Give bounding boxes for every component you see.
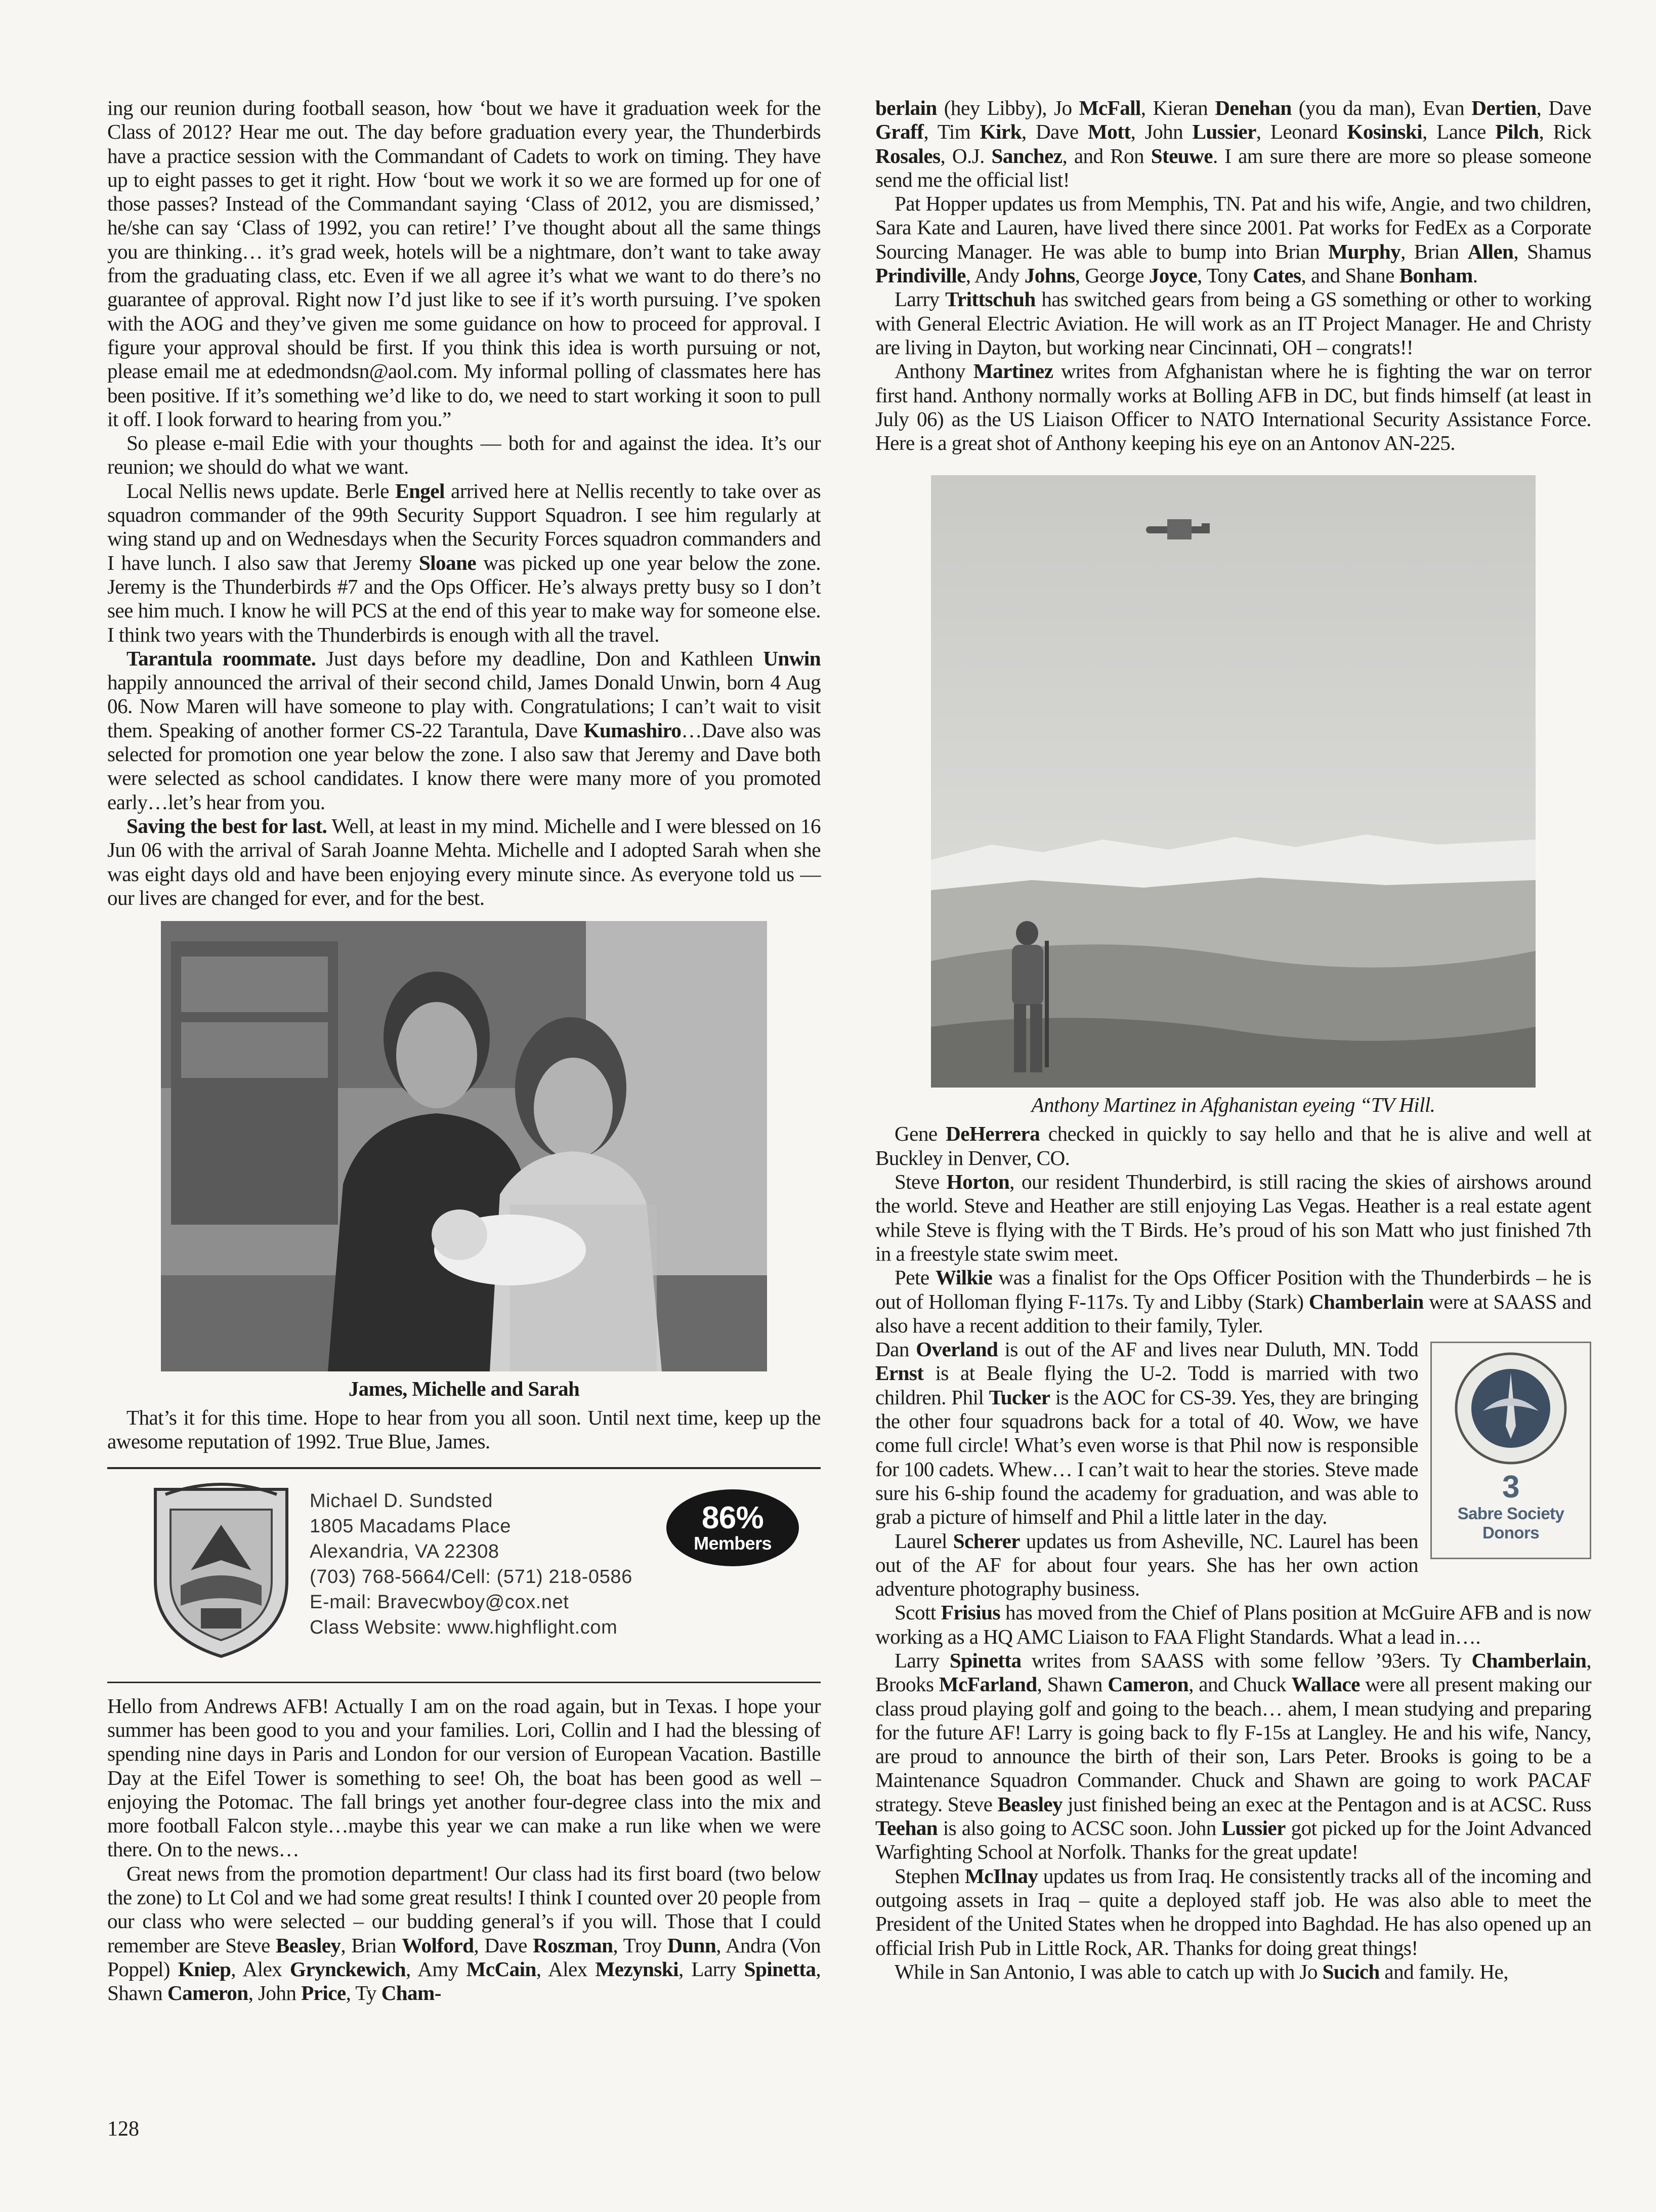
- paragraph: [875, 1122, 1591, 1170]
- classmate-name: Lussier: [1221, 1816, 1286, 1840]
- classmate-name: Frisius: [941, 1601, 1000, 1624]
- sabre-label-donors: Donors: [1482, 1523, 1539, 1542]
- text-run: , Dave: [474, 1933, 533, 1957]
- text-run: , Andra (Von Poppel): [107, 1933, 821, 1981]
- text-run: was a finalist for the Ops Officer Position with the Thunderbirds – he is out of Holloman flying F-117s. Ty and Libby (Stark): [875, 1266, 1591, 1313]
- paragraph: [875, 1864, 1591, 1960]
- text-run: , Leonard: [1256, 120, 1347, 144]
- text-run: , Tim: [923, 120, 980, 144]
- classmate-name: Martinez: [973, 359, 1053, 383]
- text-run: writes from SAASS with some fellow ’93ers. Ty: [1021, 1648, 1472, 1672]
- afghanistan-photo: [931, 475, 1536, 1088]
- text-run: were at SAASS and also have a recent addition to their family, Tyler.: [875, 1289, 1592, 1337]
- classmate-name: Chamberlain: [1471, 1648, 1587, 1672]
- text-run: , George: [1075, 264, 1149, 287]
- text-run: , Tony: [1197, 264, 1253, 287]
- paragraph: [875, 1601, 1591, 1649]
- classmate-name: Beasley: [997, 1792, 1063, 1816]
- left-top-text: [107, 96, 821, 910]
- text-run: Pete: [895, 1266, 936, 1289]
- paragraph: [107, 479, 821, 647]
- text-run: , Shamus: [1513, 239, 1591, 263]
- classmate-name: Spinetta: [949, 1648, 1022, 1672]
- classmate-name: Sloane: [418, 551, 476, 574]
- text-run: Scott: [895, 1601, 941, 1624]
- classmate-name: Murphy: [1328, 239, 1401, 263]
- text-run: , and Chuck: [1188, 1673, 1292, 1696]
- text-run: , Kieran: [1140, 96, 1215, 119]
- classmate-name: Kirk: [980, 120, 1022, 144]
- text-run: ing our reunion during football season, how ‘bout we have it graduation week for the Class of 2012? Hear me out. The day before graduation every year, the Thunderbirds have a practice session with the Commandant of Cadets to work on timing. They have up to eight passes to get it right. How ‘bout we work it so we are formed up for one of those passes? Instead of the Commandant saying ‘Class of 2012, you are dismissed,’ he/she can say ‘Class of 1992, you can retire!’ I’ve thought about all the same things you are thinking… it’s grad week, hotels will be a nightmare, don’t want to take away from the graduating class, etc. Even if we all agree it’s what we want to do there’s no guarantee of approval. Right now I’d just like to see if it’s worth pursuing. I’ve spoken with the AOG and they’ve given me some guidance on how to proceed for approval. I figure your approval should be first. If you think this idea is worth pursuing or not, please email me at ededmondsn@aol.com. My informal polling of classmates here has been positive. If it’s something we’d like to do, we need to start working it soon to pull it off. I look forward to hearing from you.”: [107, 96, 821, 431]
- classmate-name: Cameron: [167, 1981, 248, 2005]
- right-top-text: [875, 96, 1591, 455]
- paragraph: [875, 1649, 1591, 1864]
- paragraph: [875, 192, 1591, 287]
- classmate-name: Price: [301, 1981, 346, 2005]
- classmate-name: Dertien: [1471, 96, 1537, 119]
- classmate-name: Dunn: [667, 1933, 716, 1957]
- family-photo: [161, 921, 767, 1371]
- paragraph: [107, 1862, 821, 2006]
- classmate-name: Mott: [1088, 120, 1131, 144]
- classmate-name: Chamberlain: [1308, 1289, 1424, 1313]
- text-run: , Dave: [1021, 120, 1088, 144]
- text-run: While in San Antonio, I was able to catch up with Jo: [895, 1959, 1323, 1983]
- text-run: happily announced the arrival of their second child, James Donald Unwin, born 4 Aug 06. Now Maren will have someone to play with. Congratulations; I can’t wait to visit them. Speaking of another former CS-22 Tarantula, Dave: [107, 671, 821, 742]
- paragraph: [107, 814, 821, 910]
- paragraph: [875, 359, 1591, 455]
- classmate-name: Trittschuh: [945, 287, 1036, 311]
- left-column: [107, 96, 821, 2006]
- text-run: , Amy: [405, 1957, 466, 1981]
- classmate-name: Sanchez: [991, 144, 1063, 168]
- classmate-name: Tucker: [989, 1385, 1050, 1409]
- text-run: , Brian: [1400, 239, 1468, 263]
- classmate-name: Saving the best for last.: [126, 814, 327, 838]
- text-run: Just days before my deadline, Don and Kathleen: [316, 646, 763, 670]
- classmate-name: Prindiville: [875, 264, 966, 287]
- paragraph: [875, 1266, 1591, 1338]
- text-run: , John: [248, 1981, 302, 2005]
- text-run: (hey Libby), Jo: [937, 96, 1079, 119]
- text-run: Larry: [895, 287, 946, 311]
- text-run: arrived here at Nellis recently to take over as squadron commander of the 99th Security Support Squadron. I see him regularly at wing stand up and on Wednesdays when the Security Forces squadron commanders and I have lunch. I also saw that Jeremy: [107, 479, 821, 574]
- sabre-label-society: Sabre Society: [1457, 1504, 1564, 1523]
- text-run: Stephen: [895, 1864, 965, 1888]
- class-crest-logo: [145, 1479, 297, 1661]
- text-run: just finished being an exec at the Pentagon and is at ACSC. Russ: [1062, 1792, 1591, 1816]
- text-run: , Troy: [613, 1933, 668, 1957]
- text-run: , and Ron: [1062, 144, 1151, 168]
- text-run: Local Nellis news update. Berle: [126, 479, 396, 503]
- classmate-name: berlain: [875, 96, 937, 119]
- classmate-name: Wallace: [1291, 1673, 1360, 1696]
- text-run: , Lance: [1422, 120, 1496, 144]
- contact-website[interactable]: Class Website: www.highflight.com: [310, 1616, 618, 1638]
- classmate-name: Horton: [946, 1170, 1010, 1194]
- right-bottom-text: [875, 1122, 1591, 1984]
- class-contact-block: [107, 1469, 821, 1682]
- left-bottom-text: [107, 1694, 821, 2006]
- classmate-name: Mezynski: [595, 1957, 678, 1981]
- text-run: , Brian: [341, 1933, 402, 1957]
- text-run: Dan: [875, 1338, 916, 1361]
- text-run: Hello from Andrews AFB! Actually I am on the road again, but in Texas. I hope your summer has been good to you and your families. Lori, Collin and I had the blessing of spending nine days in Paris and London for our version of European Vacation. Bastille Day at the Eifel Tower is something to see! Oh, the boat has been good as well – enjoying the Potomac. The fall brings yet another four-degree class into the mix and more football Falcon style…maybe this year we can make a run like when we were there. On to the news…: [107, 1694, 821, 1861]
- classmate-name: Wilkie: [935, 1266, 993, 1289]
- classmate-name: Beasley: [275, 1933, 341, 1957]
- text-run: (you da man), Evan: [1291, 96, 1472, 119]
- text-run: Gene: [895, 1122, 946, 1146]
- text-run: , our resident Thunderbird, is still racing the skies of airshows around the world. Steve and Heather are still enjoying Las Vegas. Heather is a real estate agent while Steve is flying with the T Birds. He’s proud of his son Matt who just finished 7th in a freestyle state swim meet.: [875, 1170, 1592, 1265]
- sabre-society-box: [1430, 1342, 1591, 1559]
- classmate-name: Kumashiro: [583, 718, 682, 742]
- paragraph: [107, 96, 821, 431]
- text-run: Laurel: [895, 1529, 953, 1553]
- text-run: Great news from the promotion department! Our class had its first board (two below the zone) to Lt Col and we had some great results! I think I counted over 20 people from our class who were selected – our budding general’s if you will. Those that I could remember are Steve: [107, 1861, 821, 1957]
- membership-percent: 86%: [701, 1500, 764, 1535]
- text-run: updates us from Iraq. He consistently tracks all of the incoming and outgoing assets in Iraq – quite a deployed staff job. He was also able to meet the President of the United States when he dropped into Baghdad. He has also opened up an official Irish Pub in Little Rock, AR. Thanks for doing great things!: [875, 1864, 1591, 1959]
- sabre-donor-count: 3: [1502, 1470, 1519, 1505]
- text-run: Well, at least in my mind. Michelle and I were blessed on 16 Jun 06 with the arrival of Sarah Joanne Mehta. Michelle and I adopted Sarah when she was eight days old and have been enjoying every minute since. As everyone told us — our lives are changed for ever, and for the best.: [107, 814, 821, 909]
- classmate-name: DeHerrera: [946, 1122, 1040, 1146]
- text-run: , Shawn: [107, 1957, 821, 2005]
- contact-email[interactable]: E-mail: Bravecwboy@cox.net: [310, 1591, 569, 1613]
- classmate-name: Grynckewich: [289, 1957, 406, 1981]
- sabre-society-logo: [1453, 1350, 1569, 1467]
- text-run: , and Shane: [1301, 264, 1399, 287]
- paragraph: [875, 287, 1591, 359]
- text-run: is out of the AF and lives near Duluth, MN. Todd: [998, 1338, 1418, 1361]
- classmate-name: Cates: [1253, 264, 1301, 287]
- text-run: was picked up one year below the zone. Jeremy is the Thunderbirds #7 and the Ops Officer. He’s always pretty busy so I don’t see him much. I know he will PCS at the end of this year to make way for someone else. I think two years with the Thunderbirds is enough with all the travel.: [107, 551, 821, 646]
- text-run: , Alex: [536, 1957, 596, 1981]
- classmate-name: Scherer: [953, 1529, 1020, 1553]
- closing-paragraph: That’s it for this time. Hope to hear from you all soon. Until next time, keep up the awesome reputation of 1992. True Blue, James.: [107, 1406, 821, 1453]
- paragraph: [875, 1960, 1591, 1984]
- classmate-name: Pilch: [1495, 120, 1539, 144]
- text-run: got picked up for the Joint Advanced Warfighting School at Norfolk. Thanks for the great update!: [875, 1816, 1591, 1864]
- membership-badge: [666, 1489, 799, 1566]
- classmate-name: Allen: [1467, 239, 1514, 263]
- contact-phone: (703) 768-5664/Cell: (571) 218-0586: [310, 1566, 632, 1588]
- classmate-name: Lussier: [1192, 120, 1256, 144]
- classmate-name: Bonham: [1399, 264, 1473, 287]
- text-run: So please e-mail Edie with your thoughts — both for and against the idea. It’s our reunion; we should do what we want.: [107, 431, 821, 479]
- classmate-name: Engel: [395, 479, 445, 503]
- page-number: 128: [107, 2117, 139, 2141]
- text-run: Larry: [895, 1648, 950, 1672]
- text-run: , Rick: [1539, 120, 1591, 144]
- text-run: writes from Afghanistan where he is fighting the war on terror first hand. Anthony normally works at Bolling AFB in DC, but finds himself (at least in July 06) as the US Liaison Officer to NATO International Security Assistance Force. Here is a great shot of Anthony keeping his eye on an Antonov AN-225.: [875, 359, 1591, 455]
- text-run: Anthony: [895, 359, 973, 383]
- text-run: , Andy: [965, 264, 1025, 287]
- paragraph: [875, 1170, 1591, 1266]
- classmate-name: Joyce: [1149, 264, 1198, 287]
- text-run: , Dave: [1536, 96, 1591, 119]
- contact-street: 1805 Macadams Place: [310, 1515, 511, 1537]
- text-run: , Brooks: [875, 1648, 1591, 1696]
- classmate-name: Spinetta: [744, 1957, 816, 1981]
- text-run: , Ty: [346, 1981, 381, 2005]
- contact-name: Michael D. Sundsted: [310, 1490, 493, 1512]
- classmate-name: Unwin: [763, 646, 821, 670]
- text-run: , O.J.: [940, 144, 992, 168]
- classmate-name: Teehan: [875, 1816, 938, 1840]
- afghanistan-photo-caption: Anthony Martinez in Afghanistan eyeing “TV Hill.: [1031, 1093, 1435, 1117]
- membership-label: Members: [694, 1532, 772, 1554]
- text-run: were all present making our class proud playing golf and going to the beach… ahem, I mean studying and preparing for the future AF! Larry is going back to fly F-15s at Langley. He and his wife, Nancy, are proud to announce the birth of their son, Lars Peter. Brooks is going to be a Maintenance Squadron Commander. Chuck and Shawn are going to work PACAF strategy. Steve: [875, 1673, 1591, 1816]
- classmate-name: McCain: [466, 1957, 536, 1981]
- classmate-name: Sucich: [1322, 1959, 1380, 1983]
- classmate-name: Cham-: [381, 1981, 441, 2005]
- classmate-name: Wolford: [402, 1933, 474, 1957]
- classmate-name: Steuwe: [1151, 144, 1213, 168]
- right-column: [875, 96, 1591, 1984]
- text-run: , Alex: [231, 1957, 290, 1981]
- text-run: has moved from the Chief of Plans position at McGuire AFB and is now working as a HQ AMC Liaison to FAA Flight Standards. What a lead in….: [875, 1601, 1591, 1648]
- paragraph: [107, 431, 821, 479]
- classmate-name: Kosinski: [1347, 120, 1422, 144]
- paragraph: [875, 96, 1591, 192]
- text-run: checked in quickly to say hello and that he is alive and well at Buckley in Denver, CO.: [875, 1122, 1591, 1170]
- classmate-name: Denehan: [1215, 96, 1292, 119]
- classmate-name: Johns: [1024, 264, 1075, 287]
- text-run: and family. He,: [1379, 1959, 1508, 1983]
- classmate-name: Rosales: [875, 144, 941, 168]
- classmate-name: Tarantula roommate.: [126, 646, 316, 670]
- section-divider-bottom: [107, 1682, 821, 1683]
- classmate-name: McFarland: [939, 1673, 1037, 1696]
- contact-city: Alexandria, VA 22308: [310, 1540, 499, 1562]
- paragraph: [107, 1694, 821, 1862]
- classmate-name: Ernst: [875, 1361, 924, 1385]
- text-run: . I am sure there are more so please someone send me the official list!: [875, 144, 1591, 191]
- classmate-name: Overland: [916, 1338, 998, 1361]
- text-run: is also going to ACSC soon. John: [938, 1816, 1222, 1840]
- text-run: is at Beale flying the U-2. Todd is married with two children. Phil: [875, 1361, 1418, 1409]
- text-run: , John: [1130, 120, 1193, 144]
- text-run: Steve: [895, 1170, 947, 1194]
- classmate-name: Cameron: [1108, 1673, 1189, 1696]
- classmate-name: Kniep: [178, 1957, 231, 1981]
- classmate-name: McFall: [1079, 96, 1141, 119]
- classmate-name: Graff: [875, 120, 924, 144]
- text-run: , Shawn: [1037, 1673, 1108, 1696]
- classmate-name: Roszman: [533, 1933, 613, 1957]
- text-run: is the AOC for CS-39. Yes, they are bringing the other four squadrons back for a total of 40. Wow, we have come full circle! What’s even worse is that Phil now is responsible for 100 cadets. Whew… I can’t wait to hear the stories. Steve made sure his 6-ship found the academy for graduation, and was able to grab a picture of himself and Phil a little later in the day.: [875, 1385, 1418, 1529]
- classmate-name: McIlnay: [964, 1864, 1038, 1888]
- text-run: Pat Hopper updates us from Memphis, TN. Pat and his wife, Angie, and two children, Sara Kate and Lauren, have lived there since 2001. Pat works for FedEx as a Corporate Sourcing Manager. He was able to bump into Brian: [875, 192, 1591, 263]
- text-run: .: [1472, 264, 1478, 287]
- text-run: …Dave also was selected for promotion one year below the zone. I also saw that Jeremy and Dave both were selected as school candidates. I know there were many more of you promoted early…let’s hear from you.: [107, 718, 821, 814]
- text-run: updates us from Asheville, NC. Laurel has been out of the AF for about four years. She has her own action adventure photography business.: [875, 1529, 1418, 1601]
- text-run: has switched gears from being a GS something or other to working with General Electric Aviation. He will work as an IT Project Manager. He and Christy are living in Dayton, but working near Cincinnati, OH – congrats!!: [875, 287, 1591, 359]
- family-photo-caption: James, Michelle and Sarah: [348, 1377, 580, 1401]
- text-run: , Larry: [678, 1957, 744, 1981]
- paragraph: [107, 647, 821, 814]
- contact-lines: [310, 1488, 632, 1640]
